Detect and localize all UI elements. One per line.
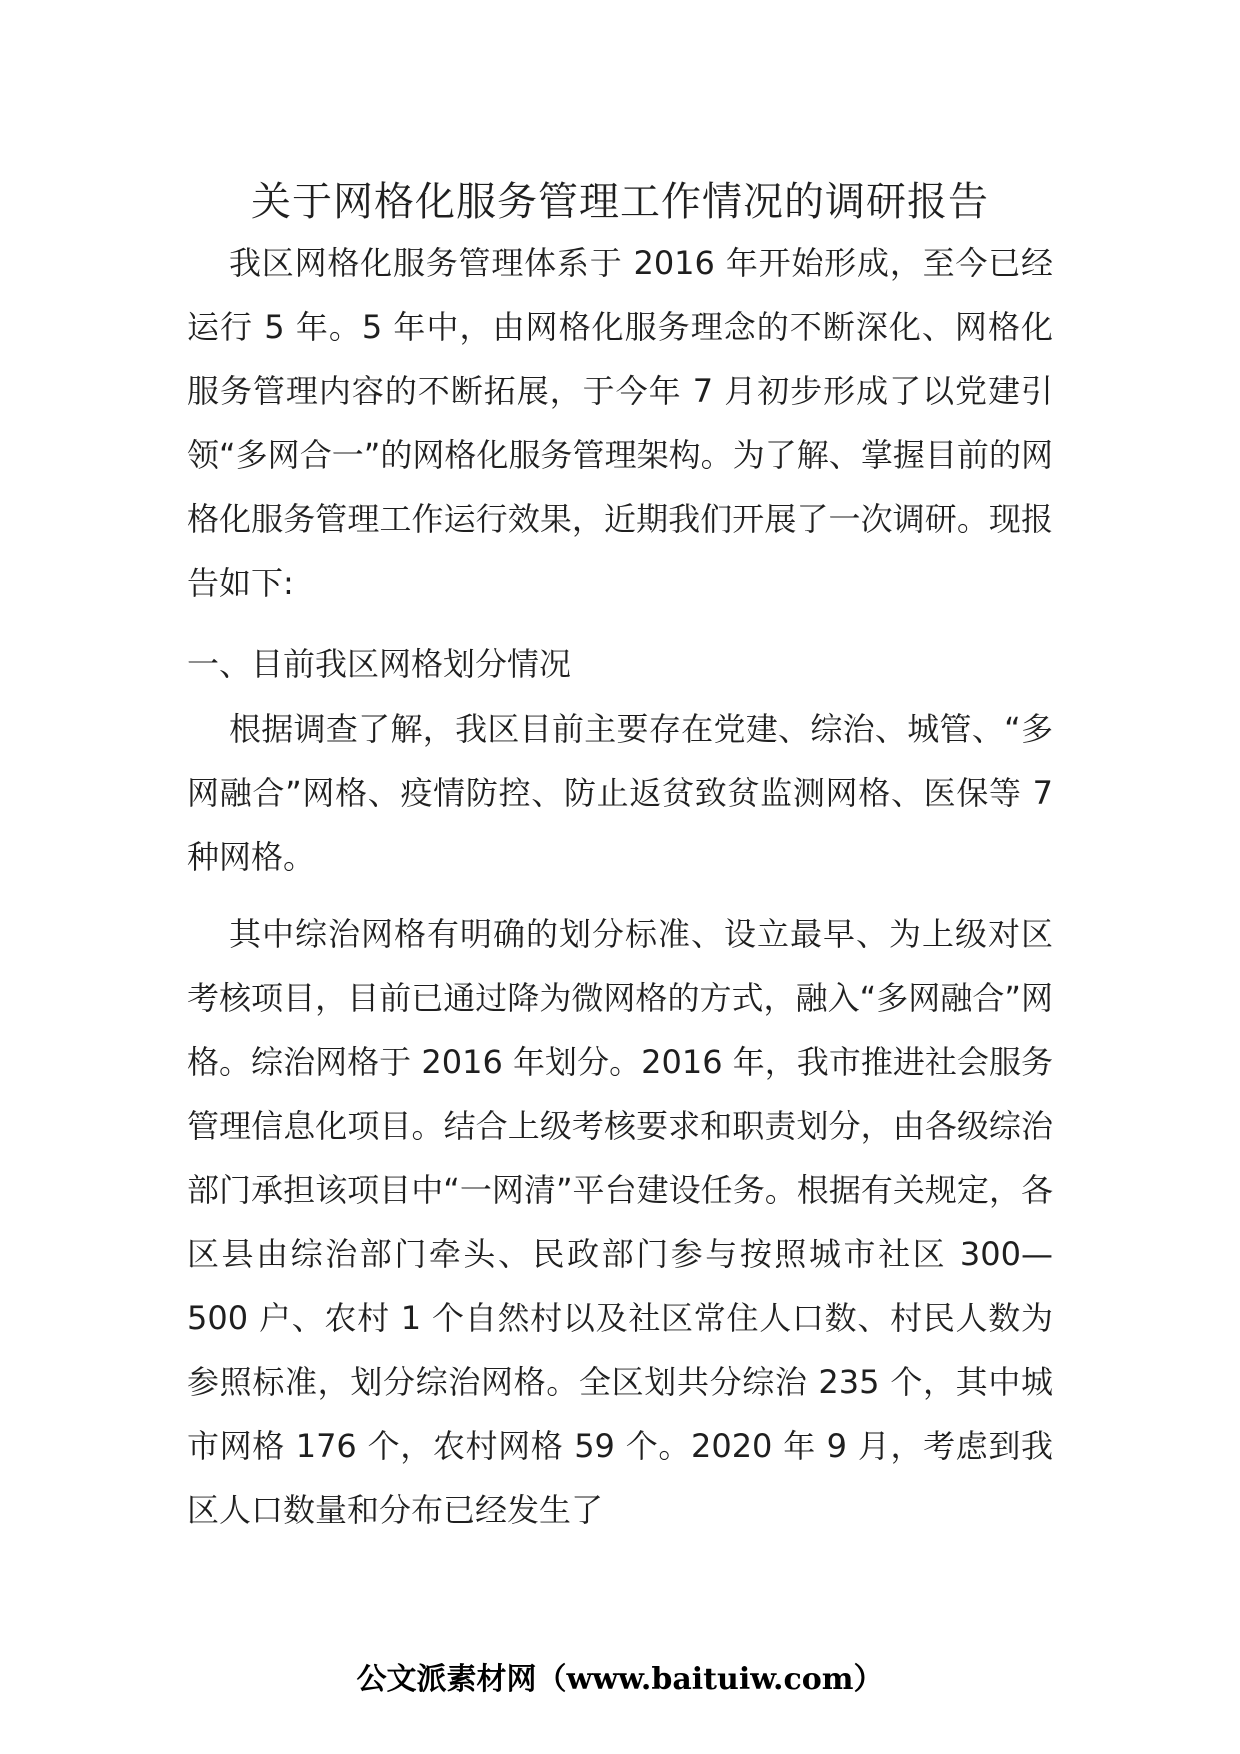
footer-watermark: 公文派素材网（www.baituiw.com） [356, 1662, 884, 1697]
paragraph-grid-types: 根据调查了解，我区目前主要存在党建、综治、城管、“多网融合”网格、疫情防控、防止返贫致贫监测网格、医保等 7 种网格。 [187, 710, 1053, 876]
document-title: 关于网格化服务管理工作情况的调研报告 [251, 179, 989, 225]
paragraph-intro: 我区网格化服务管理体系于 2016 年开始形成，至今已经运行 5 年。5 年中，由网格化服务理念的不断深化、网格化服务管理内容的不断拓展，于今年 7 月初步形成了以党建引领“多网合一”的网格化服务管理架构。为了解、掌握目前的网格化服务管理工作运行效果，近期我们开展了一次调研。现报告如下: [187, 244, 1053, 602]
section-heading: 一、目前我区网格划分情况 [187, 645, 572, 683]
paragraph-comprehensive-grid: 其中综治网格有明确的划分标准、设立最早、为上级对区考核项目，目前已通过降为微网格的方式，融入“多网融合”网格。综治网格于 2016 年划分。2016 年，我市推进社会服务管理信息化项目。结合上级考核要求和职责划分，由各级综治部门承担该项目中“一网清”平台建设任务。根据有关规定，各区县由综治部门牵头、民政部门参与按照城市社区 300—500 户、农村 1 个自然村以及社区常住人口数、村民人数为参照标准，划分综治网格。全区划共分综治 235 个，其中城市网格 176 个，农村网格 59 个。2020 年 9 月，考虑到我区人口数量和分布已经发生了 [187, 915, 1053, 1529]
